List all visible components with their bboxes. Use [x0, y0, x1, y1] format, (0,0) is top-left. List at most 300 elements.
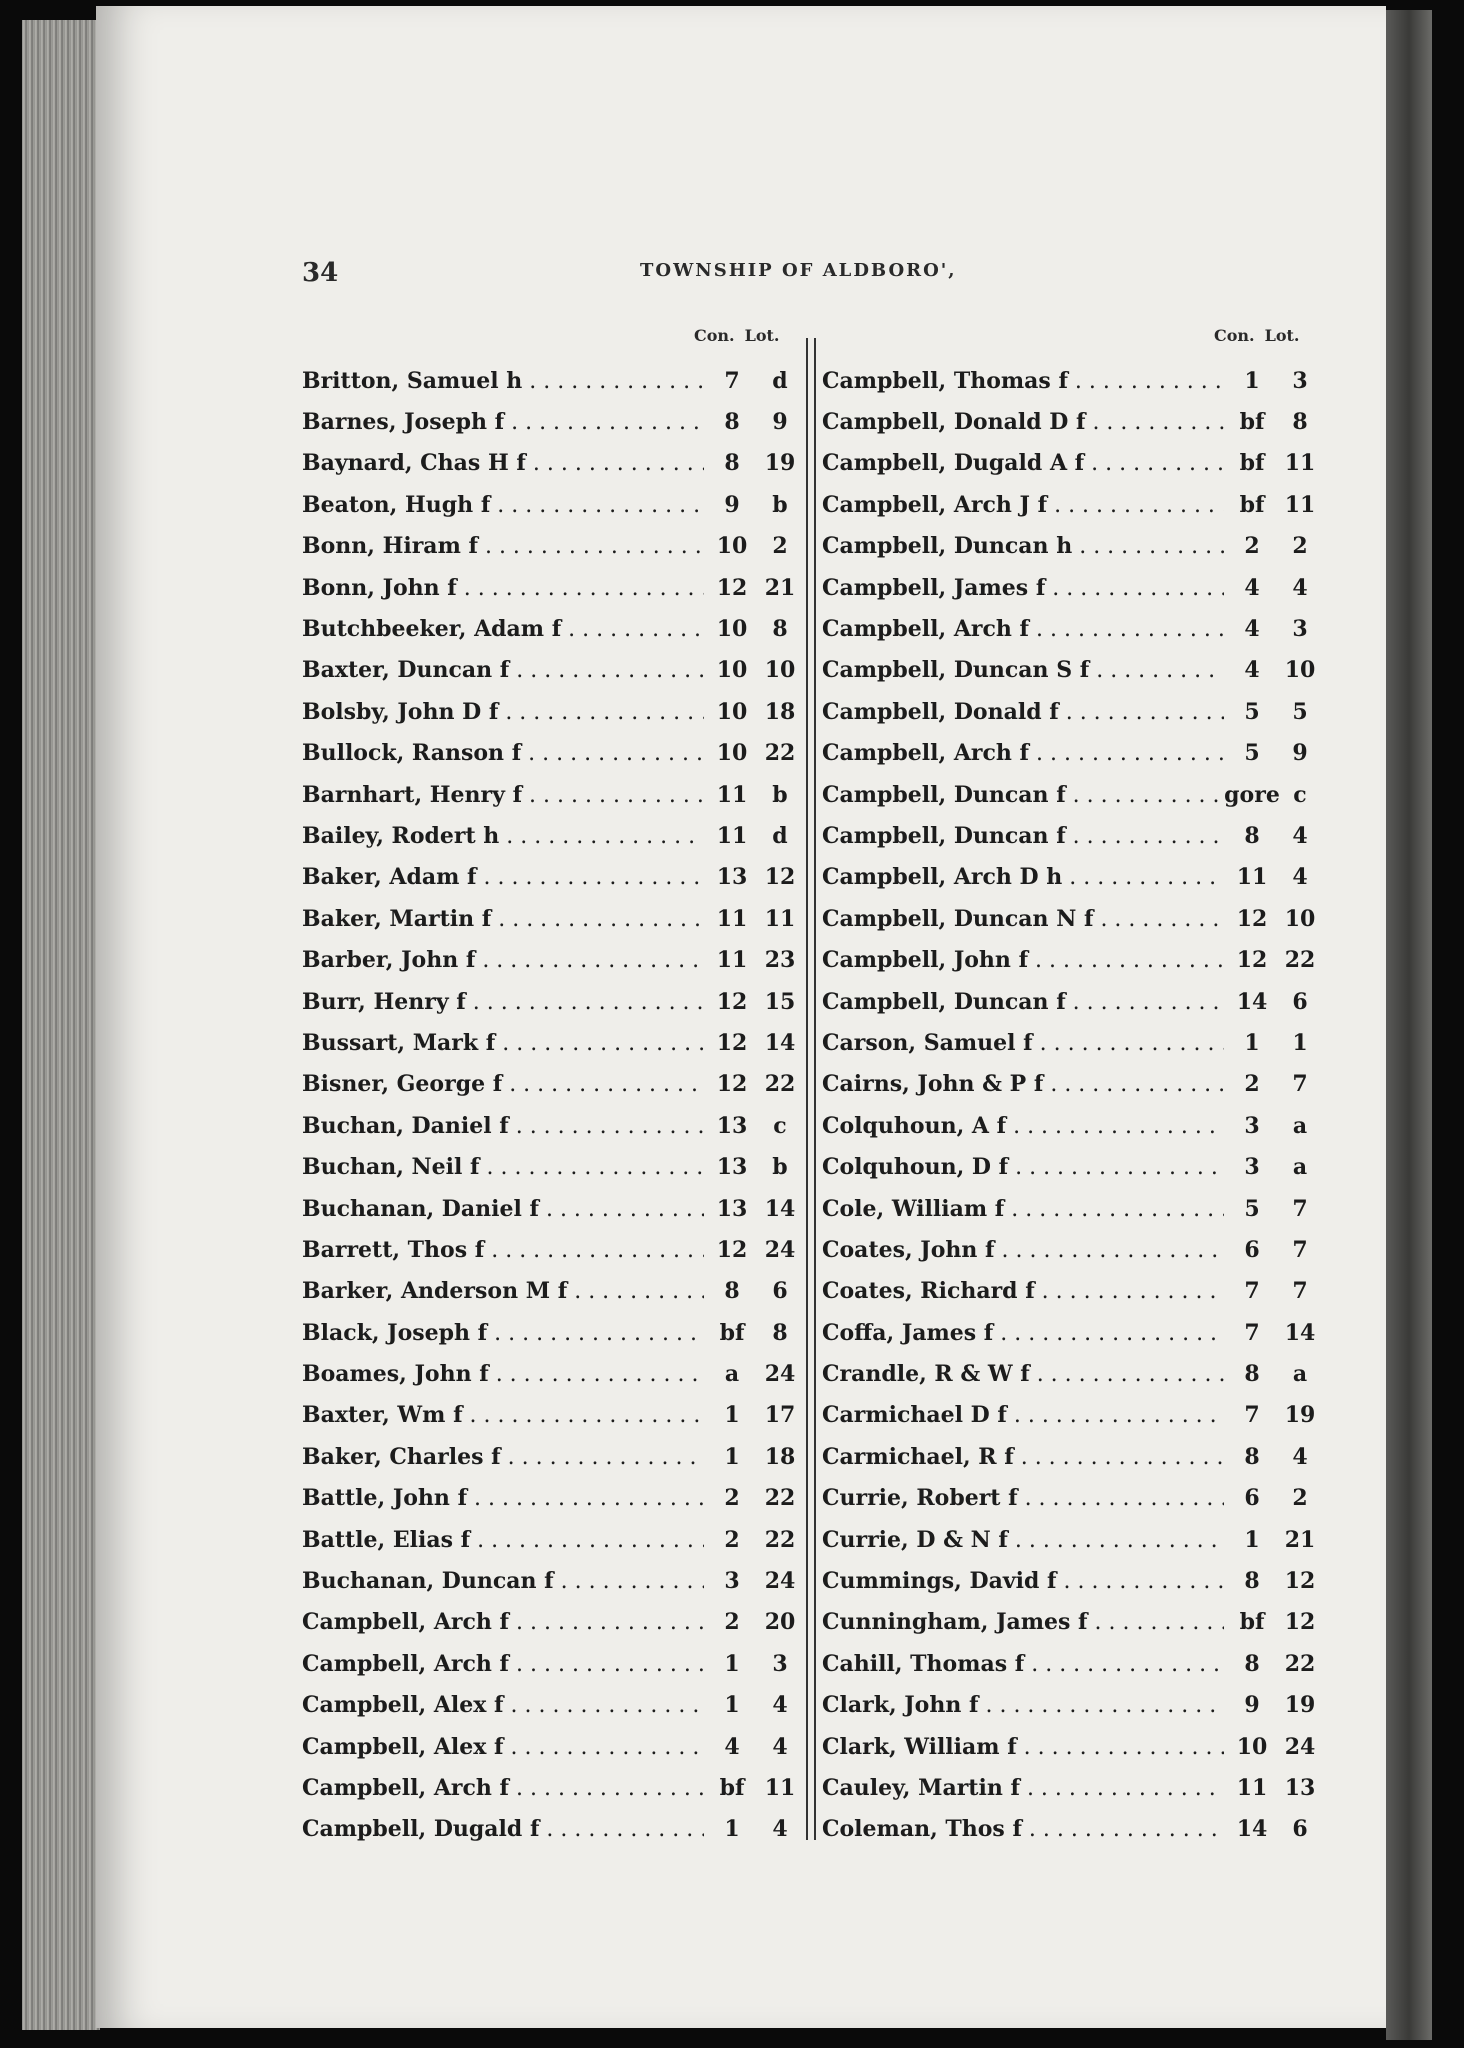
entry-name: Currie, Robert f . . .	[822, 1485, 1224, 1511]
entry-name: Campbell, Dugald f . . .	[302, 1816, 704, 1842]
list-item	[302, 526, 800, 567]
list-item	[822, 1809, 1320, 1850]
entry-lot: 20	[764, 1609, 796, 1636]
list-item	[302, 1436, 800, 1477]
entry-lot: 22	[1284, 1650, 1316, 1677]
entry-name: Campbell, Arch f . . .	[302, 1775, 704, 1801]
entry-name: Campbell, Donald D f . . .	[822, 409, 1224, 435]
entry-name: Campbell, Duncan S f . . .	[822, 657, 1224, 683]
entry-con: 1	[1244, 1029, 1260, 1056]
entry-con: bf	[719, 1319, 745, 1346]
entry-name: Bonn, Hiram f . . .	[302, 533, 704, 559]
entry-con: 9	[1244, 1692, 1260, 1719]
entry-lot: 4	[1292, 574, 1308, 601]
right-column-headers	[1214, 326, 1310, 345]
entry-name: Britton, Samuel h . . .	[302, 368, 704, 394]
entry-con: 12	[1236, 947, 1268, 974]
entry-con: gore	[1224, 781, 1280, 808]
list-item	[822, 401, 1320, 442]
entry-name: Campbell, James f . . .	[822, 575, 1224, 601]
entry-name: Buchanan, Duncan f . . .	[302, 1568, 704, 1594]
entry-name: Crandle, R & W f . . .	[822, 1361, 1224, 1387]
entry-lot: 13	[1284, 1774, 1316, 1801]
entry-lot: 10	[764, 657, 796, 684]
entry-lot: 7	[1292, 1278, 1308, 1305]
list-item	[822, 1726, 1320, 1767]
entry-name: Campbell, John f . . .	[822, 947, 1224, 973]
entry-lot: b	[772, 1154, 788, 1181]
entry-name: Barber, John f . . .	[302, 947, 704, 973]
entry-lot: d	[772, 822, 788, 849]
entry-name: Cummings, David f . . .	[822, 1568, 1224, 1594]
entry-lot: 24	[764, 1236, 796, 1263]
entry-name: Bolsby, John D f . . .	[302, 699, 704, 725]
entry-name: Clark, William f . . .	[822, 1734, 1224, 1760]
list-item	[302, 1685, 800, 1726]
running-head: TOWNSHIP OF ALDBORO',	[640, 260, 957, 281]
list-item	[822, 1229, 1320, 1270]
entry-name: Coates, Richard f . . .	[822, 1278, 1224, 1304]
entry-lot: 4	[772, 1733, 788, 1760]
entry-con: 11	[716, 947, 748, 974]
entry-con: 4	[1244, 657, 1260, 684]
entry-lot: 19	[1284, 1402, 1316, 1429]
list-item	[302, 1312, 800, 1353]
entry-name: Campbell, Arch f . . .	[302, 1651, 704, 1677]
entry-name: Black, Joseph f . . .	[302, 1320, 704, 1346]
entry-con: 1	[724, 1402, 740, 1429]
list-item	[302, 691, 800, 732]
entry-con: bf	[1239, 491, 1265, 518]
list-item	[822, 1395, 1320, 1436]
entry-con: 5	[1244, 740, 1260, 767]
entry-name: Barrett, Thos f . . .	[302, 1237, 704, 1263]
entry-lot: b	[772, 781, 788, 808]
list-item	[302, 1767, 800, 1808]
entry-lot: 4	[772, 1816, 788, 1843]
list-item	[302, 1146, 800, 1187]
entry-name: Baxter, Wm f . . .	[302, 1402, 704, 1428]
list-item	[822, 608, 1320, 649]
entry-name: Cauley, Martin f . . .	[822, 1775, 1224, 1801]
entry-con: 10	[716, 533, 748, 560]
list-item	[822, 1643, 1320, 1684]
list-item	[822, 360, 1320, 401]
entry-con: 11	[1236, 864, 1268, 891]
entry-con: 6	[1244, 1236, 1260, 1263]
list-item	[822, 815, 1320, 856]
entry-name: Coleman, Thos f . . .	[822, 1816, 1224, 1842]
entry-name: Campbell, Donald f . . .	[822, 699, 1224, 725]
entry-con: 7	[724, 367, 740, 394]
entry-name: Bisner, George f . . .	[302, 1071, 704, 1097]
entry-name: Colquhoun, A f . . .	[822, 1113, 1224, 1139]
entry-lot: 23	[764, 947, 796, 974]
entry-con: 11	[1236, 1774, 1268, 1801]
entry-lot: 4	[772, 1692, 788, 1719]
con-header: Con.	[1214, 326, 1255, 345]
entry-lot: 14	[764, 1029, 796, 1056]
list-item	[822, 526, 1320, 567]
entry-name: Colquhoun, D f . . .	[822, 1154, 1224, 1180]
list-item	[302, 1602, 800, 1643]
entry-name: Baynard, Chas H f . . .	[302, 450, 704, 476]
entry-con: 1	[1244, 1526, 1260, 1553]
list-item	[822, 1022, 1320, 1063]
entry-name: Campbell, Arch f . . .	[822, 616, 1224, 642]
entry-con: 8	[1244, 822, 1260, 849]
entry-con: 13	[716, 1112, 748, 1139]
entry-con: 8	[1244, 1568, 1260, 1595]
entry-lot: 10	[1284, 905, 1316, 932]
entry-con: 3	[1244, 1112, 1260, 1139]
list-item	[302, 857, 800, 898]
list-item	[302, 443, 800, 484]
entry-lot: 21	[764, 574, 796, 601]
entry-con: 1	[1244, 367, 1260, 394]
entry-lot: 6	[1292, 1816, 1308, 1843]
entry-con: bf	[719, 1774, 745, 1801]
entry-con: 8	[1244, 1443, 1260, 1470]
entry-lot: 7	[1292, 1071, 1308, 1098]
list-item	[822, 1312, 1320, 1353]
entry-con: 12	[716, 1071, 748, 1098]
entry-name: Campbell, Duncan f . . .	[822, 823, 1224, 849]
entry-con: 1	[724, 1692, 740, 1719]
entry-name: Beaton, Hugh f . . .	[302, 492, 704, 518]
entry-name: Boames, John f . . .	[302, 1361, 704, 1387]
entry-con: 11	[716, 905, 748, 932]
list-item	[822, 691, 1320, 732]
entry-lot: 24	[764, 1568, 796, 1595]
entry-con: 2	[1244, 1071, 1260, 1098]
entry-name: Butchbeeker, Adam f . . .	[302, 616, 704, 642]
entry-con: 2	[724, 1609, 740, 1636]
entry-lot: 14	[764, 1195, 796, 1222]
entry-lot: 19	[764, 450, 796, 477]
entry-name: Baxter, Duncan f . . .	[302, 657, 704, 683]
entry-name: Campbell, Arch D h . . .	[822, 864, 1224, 890]
entry-lot: 4	[1292, 822, 1308, 849]
entry-con: 5	[1244, 1195, 1260, 1222]
entry-name: Campbell, Duncan h . . .	[822, 533, 1224, 559]
list-item	[302, 1353, 800, 1394]
entry-name: Campbell, Duncan f . . .	[822, 989, 1224, 1015]
entry-name: Cairns, John & P f . . .	[822, 1071, 1224, 1097]
entry-con: 13	[716, 864, 748, 891]
entry-lot: 5	[1292, 698, 1308, 725]
list-item	[302, 650, 800, 691]
list-item	[822, 1188, 1320, 1229]
list-item	[822, 1685, 1320, 1726]
list-item	[302, 1809, 800, 1850]
entry-name: Clark, John f . . .	[822, 1692, 1224, 1718]
entry-lot: 11	[1284, 450, 1316, 477]
entry-name: Coffa, James f . . .	[822, 1320, 1224, 1346]
list-item	[302, 1105, 800, 1146]
entry-lot: d	[772, 367, 788, 394]
list-item	[822, 939, 1320, 980]
entry-con: 7	[1244, 1278, 1260, 1305]
entry-name: Buchan, Neil f . . .	[302, 1154, 704, 1180]
entry-name: Buchan, Daniel f . . .	[302, 1113, 704, 1139]
entry-name: Cunningham, James f . . .	[822, 1609, 1224, 1635]
entry-lot: 7	[1292, 1236, 1308, 1263]
list-item	[822, 981, 1320, 1022]
entry-con: 4	[1244, 574, 1260, 601]
entry-name: Bullock, Ranson f . . .	[302, 740, 704, 766]
entry-name: Burr, Henry f . . .	[302, 989, 704, 1015]
list-item	[822, 733, 1320, 774]
entry-name: Campbell, Duncan f . . .	[822, 782, 1224, 808]
entry-lot: 3	[1292, 367, 1308, 394]
entry-con: 10	[716, 740, 748, 767]
entry-name: Bussart, Mark f . . .	[302, 1030, 704, 1056]
entry-con: 2	[1244, 533, 1260, 560]
entry-con: 10	[716, 657, 748, 684]
list-item	[302, 608, 800, 649]
entry-con: 10	[716, 698, 748, 725]
entry-lot: 3	[772, 1650, 788, 1677]
list-item	[302, 360, 800, 401]
entry-lot: 12	[1284, 1568, 1316, 1595]
entry-name: Carmichael D f . . .	[822, 1402, 1224, 1428]
entry-con: 7	[1244, 1402, 1260, 1429]
entry-name: Cahill, Thomas f . . .	[822, 1651, 1224, 1677]
entry-lot: a	[1292, 1154, 1308, 1181]
entry-lot: 6	[772, 1278, 788, 1305]
list-item	[302, 898, 800, 939]
list-item	[302, 401, 800, 442]
list-item	[302, 567, 800, 608]
entry-con: 12	[716, 988, 748, 1015]
list-item	[822, 1105, 1320, 1146]
entry-con: 9	[724, 491, 740, 518]
list-item	[822, 1519, 1320, 1560]
entry-lot: 21	[1284, 1526, 1316, 1553]
entry-name: Baker, Adam f . . .	[302, 864, 704, 890]
book-binding-shadow	[1386, 10, 1432, 2040]
entry-con: 14	[1236, 1816, 1268, 1843]
entry-lot: 22	[1284, 947, 1316, 974]
entry-name: Baker, Charles f . . .	[302, 1444, 704, 1470]
entry-con: 8	[724, 1278, 740, 1305]
list-item	[302, 815, 800, 856]
entry-lot: 11	[764, 905, 796, 932]
list-item	[302, 1188, 800, 1229]
lot-header: Lot.	[1264, 326, 1300, 345]
entry-con: 4	[1244, 616, 1260, 643]
entry-con: 11	[716, 822, 748, 849]
list-item	[302, 774, 800, 815]
entry-con: 11	[716, 781, 748, 808]
entry-name: Campbell, Arch J f . . .	[822, 492, 1224, 518]
list-item	[302, 1271, 800, 1312]
list-item	[822, 1064, 1320, 1105]
entry-name: Battle, John f . . .	[302, 1485, 704, 1511]
entry-lot: c	[1293, 781, 1307, 808]
list-item	[302, 981, 800, 1022]
entry-lot: 1	[1292, 1029, 1308, 1056]
lot-header: Lot.	[744, 326, 780, 345]
entry-name: Barker, Anderson M f . . .	[302, 1278, 704, 1304]
entry-con: 12	[716, 574, 748, 601]
entry-con: a	[724, 1361, 740, 1388]
entry-name: Barnes, Joseph f . . .	[302, 409, 704, 435]
entry-lot: 18	[764, 698, 796, 725]
list-item	[822, 1146, 1320, 1187]
list-item	[822, 443, 1320, 484]
list-item	[302, 1560, 800, 1601]
entry-con: 8	[1244, 1361, 1260, 1388]
right-entry-column	[822, 360, 1320, 1850]
list-item	[822, 857, 1320, 898]
page-number: 34	[302, 258, 339, 288]
entry-name: Barnhart, Henry f . . .	[302, 782, 704, 808]
list-item	[302, 1478, 800, 1519]
entry-con: 13	[716, 1195, 748, 1222]
list-item	[302, 733, 800, 774]
entry-name: Coates, John f . . .	[822, 1237, 1224, 1263]
entry-con: 10	[716, 616, 748, 643]
entry-lot: 22	[764, 1071, 796, 1098]
entry-lot: a	[1292, 1361, 1308, 1388]
entry-lot: 19	[1284, 1692, 1316, 1719]
entry-name: Carson, Samuel f . . .	[822, 1030, 1224, 1056]
entry-lot: c	[773, 1112, 787, 1139]
list-item	[822, 567, 1320, 608]
entry-con: 4	[724, 1733, 740, 1760]
list-item	[822, 650, 1320, 691]
list-item	[302, 484, 800, 525]
entry-con: 1	[724, 1816, 740, 1843]
entry-lot: 3	[1292, 616, 1308, 643]
entry-con: 3	[724, 1568, 740, 1595]
entry-con: 12	[716, 1236, 748, 1263]
entry-con: 14	[1236, 988, 1268, 1015]
entry-lot: 6	[1292, 988, 1308, 1015]
entry-name: Campbell, Thomas f . . .	[822, 368, 1224, 394]
entry-con: 2	[724, 1526, 740, 1553]
entry-lot: 8	[772, 1319, 788, 1346]
left-entry-column	[302, 360, 800, 1850]
entry-lot: 2	[1292, 1485, 1308, 1512]
list-item	[822, 898, 1320, 939]
entry-name: Campbell, Arch f . . .	[302, 1609, 704, 1635]
entry-name: Campbell, Arch f . . .	[822, 740, 1224, 766]
entry-name: Carmichael, R f . . .	[822, 1444, 1224, 1470]
column-divider-rule	[806, 338, 808, 1840]
list-item	[822, 1560, 1320, 1601]
entry-lot: 7	[1292, 1195, 1308, 1222]
entry-con: bf	[1239, 1609, 1265, 1636]
entry-name: Campbell, Alex f . . .	[302, 1734, 704, 1760]
list-item	[822, 1478, 1320, 1519]
entry-con: 8	[1244, 1650, 1260, 1677]
entry-name: Baker, Martin f . . .	[302, 906, 704, 932]
entry-lot: b	[772, 491, 788, 518]
list-item	[822, 1271, 1320, 1312]
list-item	[302, 1395, 800, 1436]
entry-lot: a	[1292, 1112, 1308, 1139]
list-item	[302, 1643, 800, 1684]
entry-lot: 11	[1284, 491, 1316, 518]
entry-name: Currie, D & N f . . .	[822, 1527, 1224, 1553]
entry-lot: 10	[1284, 657, 1316, 684]
column-divider-rule	[814, 338, 816, 1840]
entry-lot: 14	[1284, 1319, 1316, 1346]
entry-lot: 22	[764, 740, 796, 767]
entry-lot: 9	[1292, 740, 1308, 767]
entry-lot: 24	[764, 1361, 796, 1388]
entry-con: 8	[724, 409, 740, 436]
entry-name: Campbell, Duncan N f . . .	[822, 906, 1224, 932]
entry-con: bf	[1239, 409, 1265, 436]
entry-con: 12	[716, 1029, 748, 1056]
entry-con: 1	[724, 1650, 740, 1677]
list-item	[822, 774, 1320, 815]
entry-lot: 22	[764, 1526, 796, 1553]
book-page-edges	[22, 20, 100, 2030]
entry-con: bf	[1239, 450, 1265, 477]
entry-con: 13	[716, 1154, 748, 1181]
entry-lot: 18	[764, 1443, 796, 1470]
list-item	[822, 1767, 1320, 1808]
entry-lot: 4	[1292, 864, 1308, 891]
entry-lot: 4	[1292, 1443, 1308, 1470]
entry-name: Bailey, Rodert h . . .	[302, 823, 704, 849]
entry-lot: 11	[764, 1774, 796, 1801]
entry-name: Campbell, Alex f . . .	[302, 1692, 704, 1718]
entry-con: 2	[724, 1485, 740, 1512]
entry-con: 8	[724, 450, 740, 477]
entry-name: Buchanan, Daniel f . . .	[302, 1196, 704, 1222]
entry-lot: 9	[772, 409, 788, 436]
entry-lot: 8	[1292, 409, 1308, 436]
list-item	[822, 1353, 1320, 1394]
entry-name: Campbell, Dugald A f . . .	[822, 450, 1224, 476]
entry-lot: 2	[1292, 533, 1308, 560]
entry-name: Cole, William f . . .	[822, 1196, 1224, 1222]
entry-lot: 12	[764, 864, 796, 891]
list-item	[302, 1229, 800, 1270]
entry-lot: 17	[764, 1402, 796, 1429]
con-header: Con.	[694, 326, 735, 345]
list-item	[302, 939, 800, 980]
entry-con: 12	[1236, 905, 1268, 932]
list-item	[302, 1064, 800, 1105]
entry-lot: 22	[764, 1485, 796, 1512]
entry-lot: 12	[1284, 1609, 1316, 1636]
entry-con: 5	[1244, 698, 1260, 725]
list-item	[302, 1519, 800, 1560]
left-column-headers	[694, 326, 790, 345]
entry-lot: 24	[1284, 1733, 1316, 1760]
entry-con: 3	[1244, 1154, 1260, 1181]
entry-name: Battle, Elias f . . .	[302, 1527, 704, 1553]
list-item	[822, 1436, 1320, 1477]
entry-con: 7	[1244, 1319, 1260, 1346]
list-item	[822, 484, 1320, 525]
list-item	[822, 1602, 1320, 1643]
list-item	[302, 1726, 800, 1767]
entry-con: 6	[1244, 1485, 1260, 1512]
list-item	[302, 1022, 800, 1063]
entry-lot: 8	[772, 616, 788, 643]
entry-lot: 2	[772, 533, 788, 560]
entry-con: 1	[724, 1443, 740, 1470]
entry-lot: 15	[764, 988, 796, 1015]
